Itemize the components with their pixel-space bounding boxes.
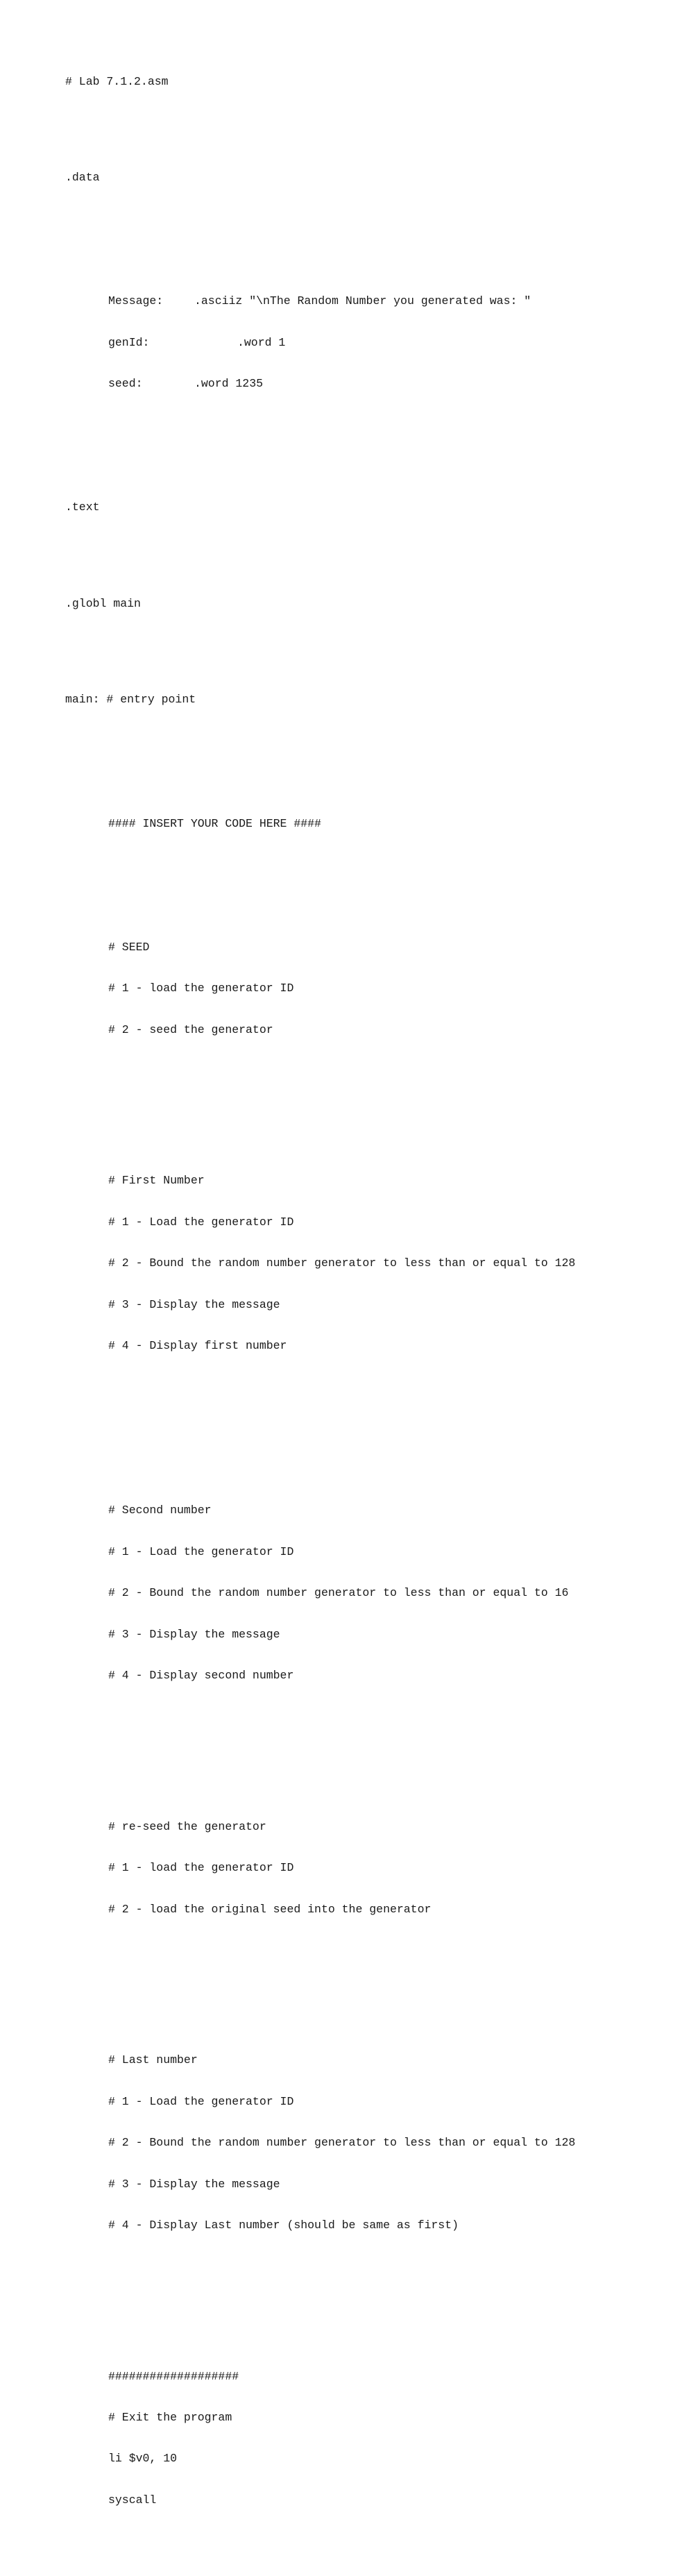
code-line: syscall	[108, 2493, 157, 2507]
spacer	[65, 638, 676, 652]
var-value: .word 1	[237, 335, 286, 349]
reseed-block	[108, 1792, 676, 1944]
code-line: # 3 - Display the message	[108, 1297, 280, 1311]
main-label: main: # entry point	[65, 693, 196, 707]
spacer	[65, 212, 676, 226]
spacer	[108, 2287, 676, 2301]
code-line: # 1 - Load the generator ID	[108, 1544, 294, 1558]
first-number-block	[108, 1147, 676, 1381]
exit-block	[108, 2342, 676, 2534]
code-line: li $v0, 10	[108, 2452, 178, 2466]
code-line: # 2 - Bound the random number generator to less than or equal to 16	[108, 1586, 569, 1600]
code-line: # 1 - Load the generator ID	[108, 2094, 294, 2108]
main-body	[65, 789, 676, 2562]
code-line: # 3 - Display the message	[108, 1627, 280, 1641]
spacer	[108, 858, 676, 872]
code-line: # Last number	[108, 2053, 198, 2067]
code-line: # 4 - Display second number	[108, 1669, 294, 1683]
code-line: # re-seed the generator	[108, 1819, 266, 1833]
code-line: # 2 - Bound the random number generator to less than or equal to 128	[108, 2136, 576, 2150]
code-line: # SEED	[108, 940, 150, 954]
spacer	[108, 1408, 676, 1436]
code-line: # 2 - load the original seed into the generator	[108, 1902, 432, 1916]
seed-block	[108, 913, 676, 1064]
insert-marker: #### INSERT YOUR CODE HERE ####	[108, 816, 321, 830]
var-value: .asciiz "\nThe Random Number you generated was: "	[194, 294, 531, 308]
code-line: ###################	[108, 2369, 239, 2383]
var-label: Message:	[108, 294, 164, 308]
code-line: # 1 - Load the generator ID	[108, 1215, 294, 1229]
code-line: # Exit the program	[108, 2411, 232, 2425]
globl-directive: .globl main	[65, 596, 141, 610]
spacer	[65, 542, 676, 556]
var-value: .word 1235	[194, 377, 264, 391]
data-var-seed	[108, 377, 676, 391]
code-line: # 1 - load the generator ID	[108, 982, 294, 995]
var-label: genId:	[108, 335, 150, 349]
code-line: # 4 - Display first number	[108, 1338, 287, 1352]
data-var-message	[108, 294, 676, 308]
spacer	[65, 116, 676, 130]
var-label: seed:	[108, 377, 143, 391]
text-directive: .text	[65, 500, 100, 514]
spacer	[65, 446, 676, 460]
code-line: # 2 - Bound the random number generator to less than or equal to 128	[108, 1256, 576, 1270]
code-line: # 3 - Display the message	[108, 2177, 280, 2191]
code-line: # 1 - load the generator ID	[108, 1861, 294, 1875]
spacer	[108, 1092, 676, 1106]
spacer	[108, 1971, 676, 1985]
last-number-block	[108, 2026, 676, 2260]
data-var-genid	[108, 336, 676, 350]
code-line: # First Number	[108, 1174, 205, 1188]
code-line: # 4 - Display Last number (should be same as first)	[108, 2218, 459, 2232]
data-directive: .data	[65, 171, 100, 185]
spacer	[65, 734, 676, 748]
code-document	[65, 47, 676, 2576]
file-comment: # Lab 7.1.2.asm	[65, 74, 169, 88]
code-line: # 2 - seed the generator	[108, 1022, 273, 1036]
code-line: # Second number	[108, 1504, 212, 1517]
spacer	[108, 1737, 676, 1751]
data-vars	[65, 267, 676, 419]
second-number-block	[108, 1476, 676, 1710]
